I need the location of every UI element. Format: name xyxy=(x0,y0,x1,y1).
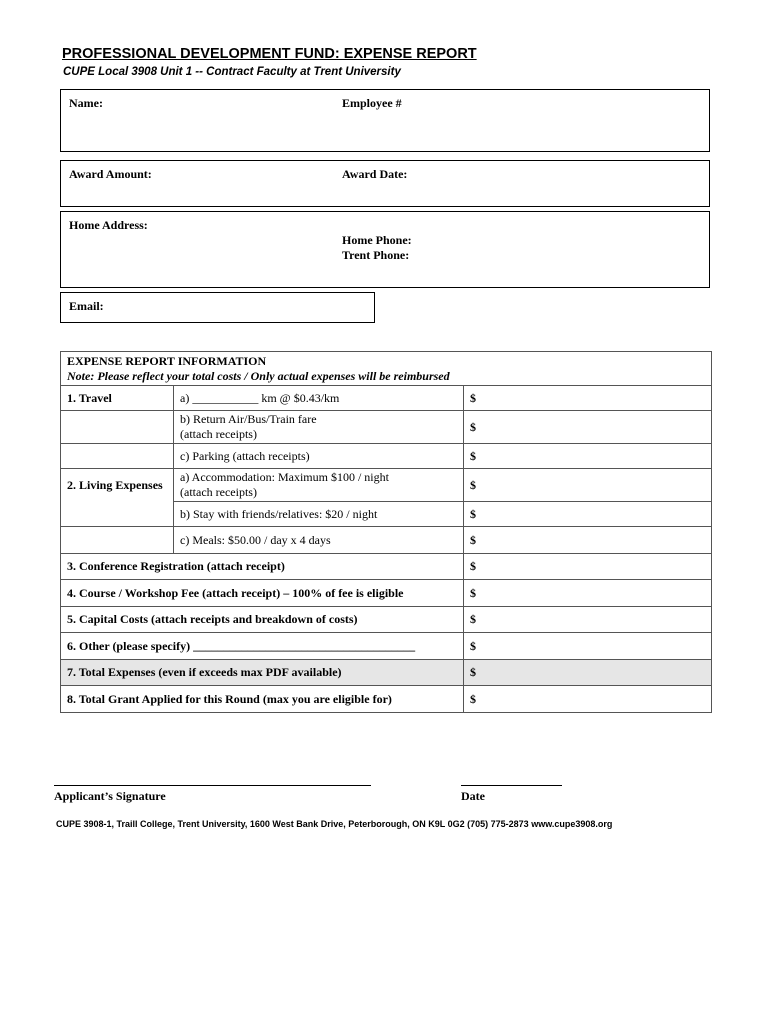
table-row xyxy=(61,411,712,444)
travel-fare-label: b) Return Air/Bus/Train fare xyxy=(180,412,317,426)
amount-field[interactable]: $ xyxy=(464,502,712,527)
table-row xyxy=(61,444,712,469)
award-box[interactable] xyxy=(60,160,710,207)
living-friends-label: b) Stay with friends/relatives: $20 / night xyxy=(174,502,464,527)
living-expenses-label: 2. Living Expenses xyxy=(61,469,174,502)
living-accommodation-cell xyxy=(174,469,464,502)
living-meals-label: c) Meals: $50.00 / day x 4 days xyxy=(174,527,464,554)
email-label: Email: xyxy=(69,299,104,313)
date-label: Date xyxy=(461,789,485,803)
footer-address: CUPE 3908-1, Traill College, Trent University, 1600 West Bank Drive, Peterborough, ON K9L 0G2 (705) 775-2873 www.cupe3908.org xyxy=(56,819,613,829)
amount-field[interactable]: $ xyxy=(464,660,712,686)
amount-field[interactable]: $ xyxy=(464,469,712,502)
expense-header-cell xyxy=(61,352,712,386)
expense-section-title: EXPENSE REPORT INFORMATION xyxy=(67,354,267,368)
expense-table xyxy=(60,351,712,713)
document-title: PROFESSIONAL DEVELOPMENT FUND: EXPENSE REPORT xyxy=(62,46,477,62)
name-label: Name: xyxy=(69,96,103,110)
total-grant-label: 8. Total Grant Applied for this Round (max you are eligible for) xyxy=(61,686,464,713)
living-accommodation-receipts: (attach receipts) xyxy=(180,485,257,499)
home-address-label: Home Address: xyxy=(69,218,148,232)
table-row xyxy=(61,607,712,633)
empty-cell xyxy=(61,527,174,554)
total-expenses-label: 7. Total Expenses (even if exceeds max PDF available) xyxy=(61,660,464,686)
empty-cell xyxy=(61,444,174,469)
home-phone-label: Home Phone: xyxy=(342,233,412,247)
address-box[interactable] xyxy=(60,211,710,288)
table-row xyxy=(61,580,712,607)
table-row xyxy=(61,554,712,580)
email-box[interactable] xyxy=(60,292,375,323)
table-row xyxy=(61,633,712,660)
applicant-signature-label: Applicant’s Signature xyxy=(54,789,166,803)
travel-km-label: a) ___________ km @ $0.43/km xyxy=(174,386,464,411)
amount-field[interactable]: $ xyxy=(464,444,712,469)
travel-parking-label: c) Parking (attach receipts) xyxy=(174,444,464,469)
award-amount-label: Award Amount: xyxy=(69,167,152,181)
amount-field[interactable]: $ xyxy=(464,580,712,607)
conference-label: 3. Conference Registration (attach receipt) xyxy=(61,554,464,580)
travel-label: 1. Travel xyxy=(61,386,174,411)
empty-cell xyxy=(61,411,174,444)
travel-fare-cell xyxy=(174,411,464,444)
other-label: 6. Other (please specify) _____________________________________ xyxy=(61,633,464,660)
amount-field[interactable]: $ xyxy=(464,607,712,633)
table-row xyxy=(61,686,712,713)
travel-fare-receipts: (attach receipts) xyxy=(180,427,257,441)
capital-label: 5. Capital Costs (attach receipts and breakdown of costs) xyxy=(61,607,464,633)
amount-field[interactable]: $ xyxy=(464,411,712,444)
name-employee-box[interactable] xyxy=(60,89,710,152)
table-row xyxy=(61,527,712,554)
living-accommodation-label: a) Accommodation: Maximum $100 / night xyxy=(180,470,389,484)
date-line[interactable] xyxy=(461,785,562,786)
amount-field[interactable]: $ xyxy=(464,554,712,580)
amount-field[interactable]: $ xyxy=(464,633,712,660)
amount-field[interactable]: $ xyxy=(464,686,712,713)
signature-line[interactable] xyxy=(54,785,371,786)
document-subtitle: CUPE Local 3908 Unit 1 -- Contract Faculty at Trent University xyxy=(63,66,401,78)
table-row xyxy=(61,386,712,411)
employee-number-label: Employee # xyxy=(342,96,402,110)
table-row xyxy=(61,469,712,502)
empty-cell xyxy=(61,502,174,527)
amount-field[interactable]: $ xyxy=(464,527,712,554)
table-row xyxy=(61,660,712,686)
course-label: 4. Course / Workshop Fee (attach receipt) – 100% of fee is eligible xyxy=(61,580,464,607)
trent-phone-label: Trent Phone: xyxy=(342,248,410,262)
award-date-label: Award Date: xyxy=(342,167,408,181)
table-row xyxy=(61,502,712,527)
amount-field[interactable]: $ xyxy=(464,386,712,411)
expense-section-note: Note: Please reflect your total costs / Only actual expenses will be reimbursed xyxy=(67,369,450,383)
expense-header-row xyxy=(61,352,712,386)
